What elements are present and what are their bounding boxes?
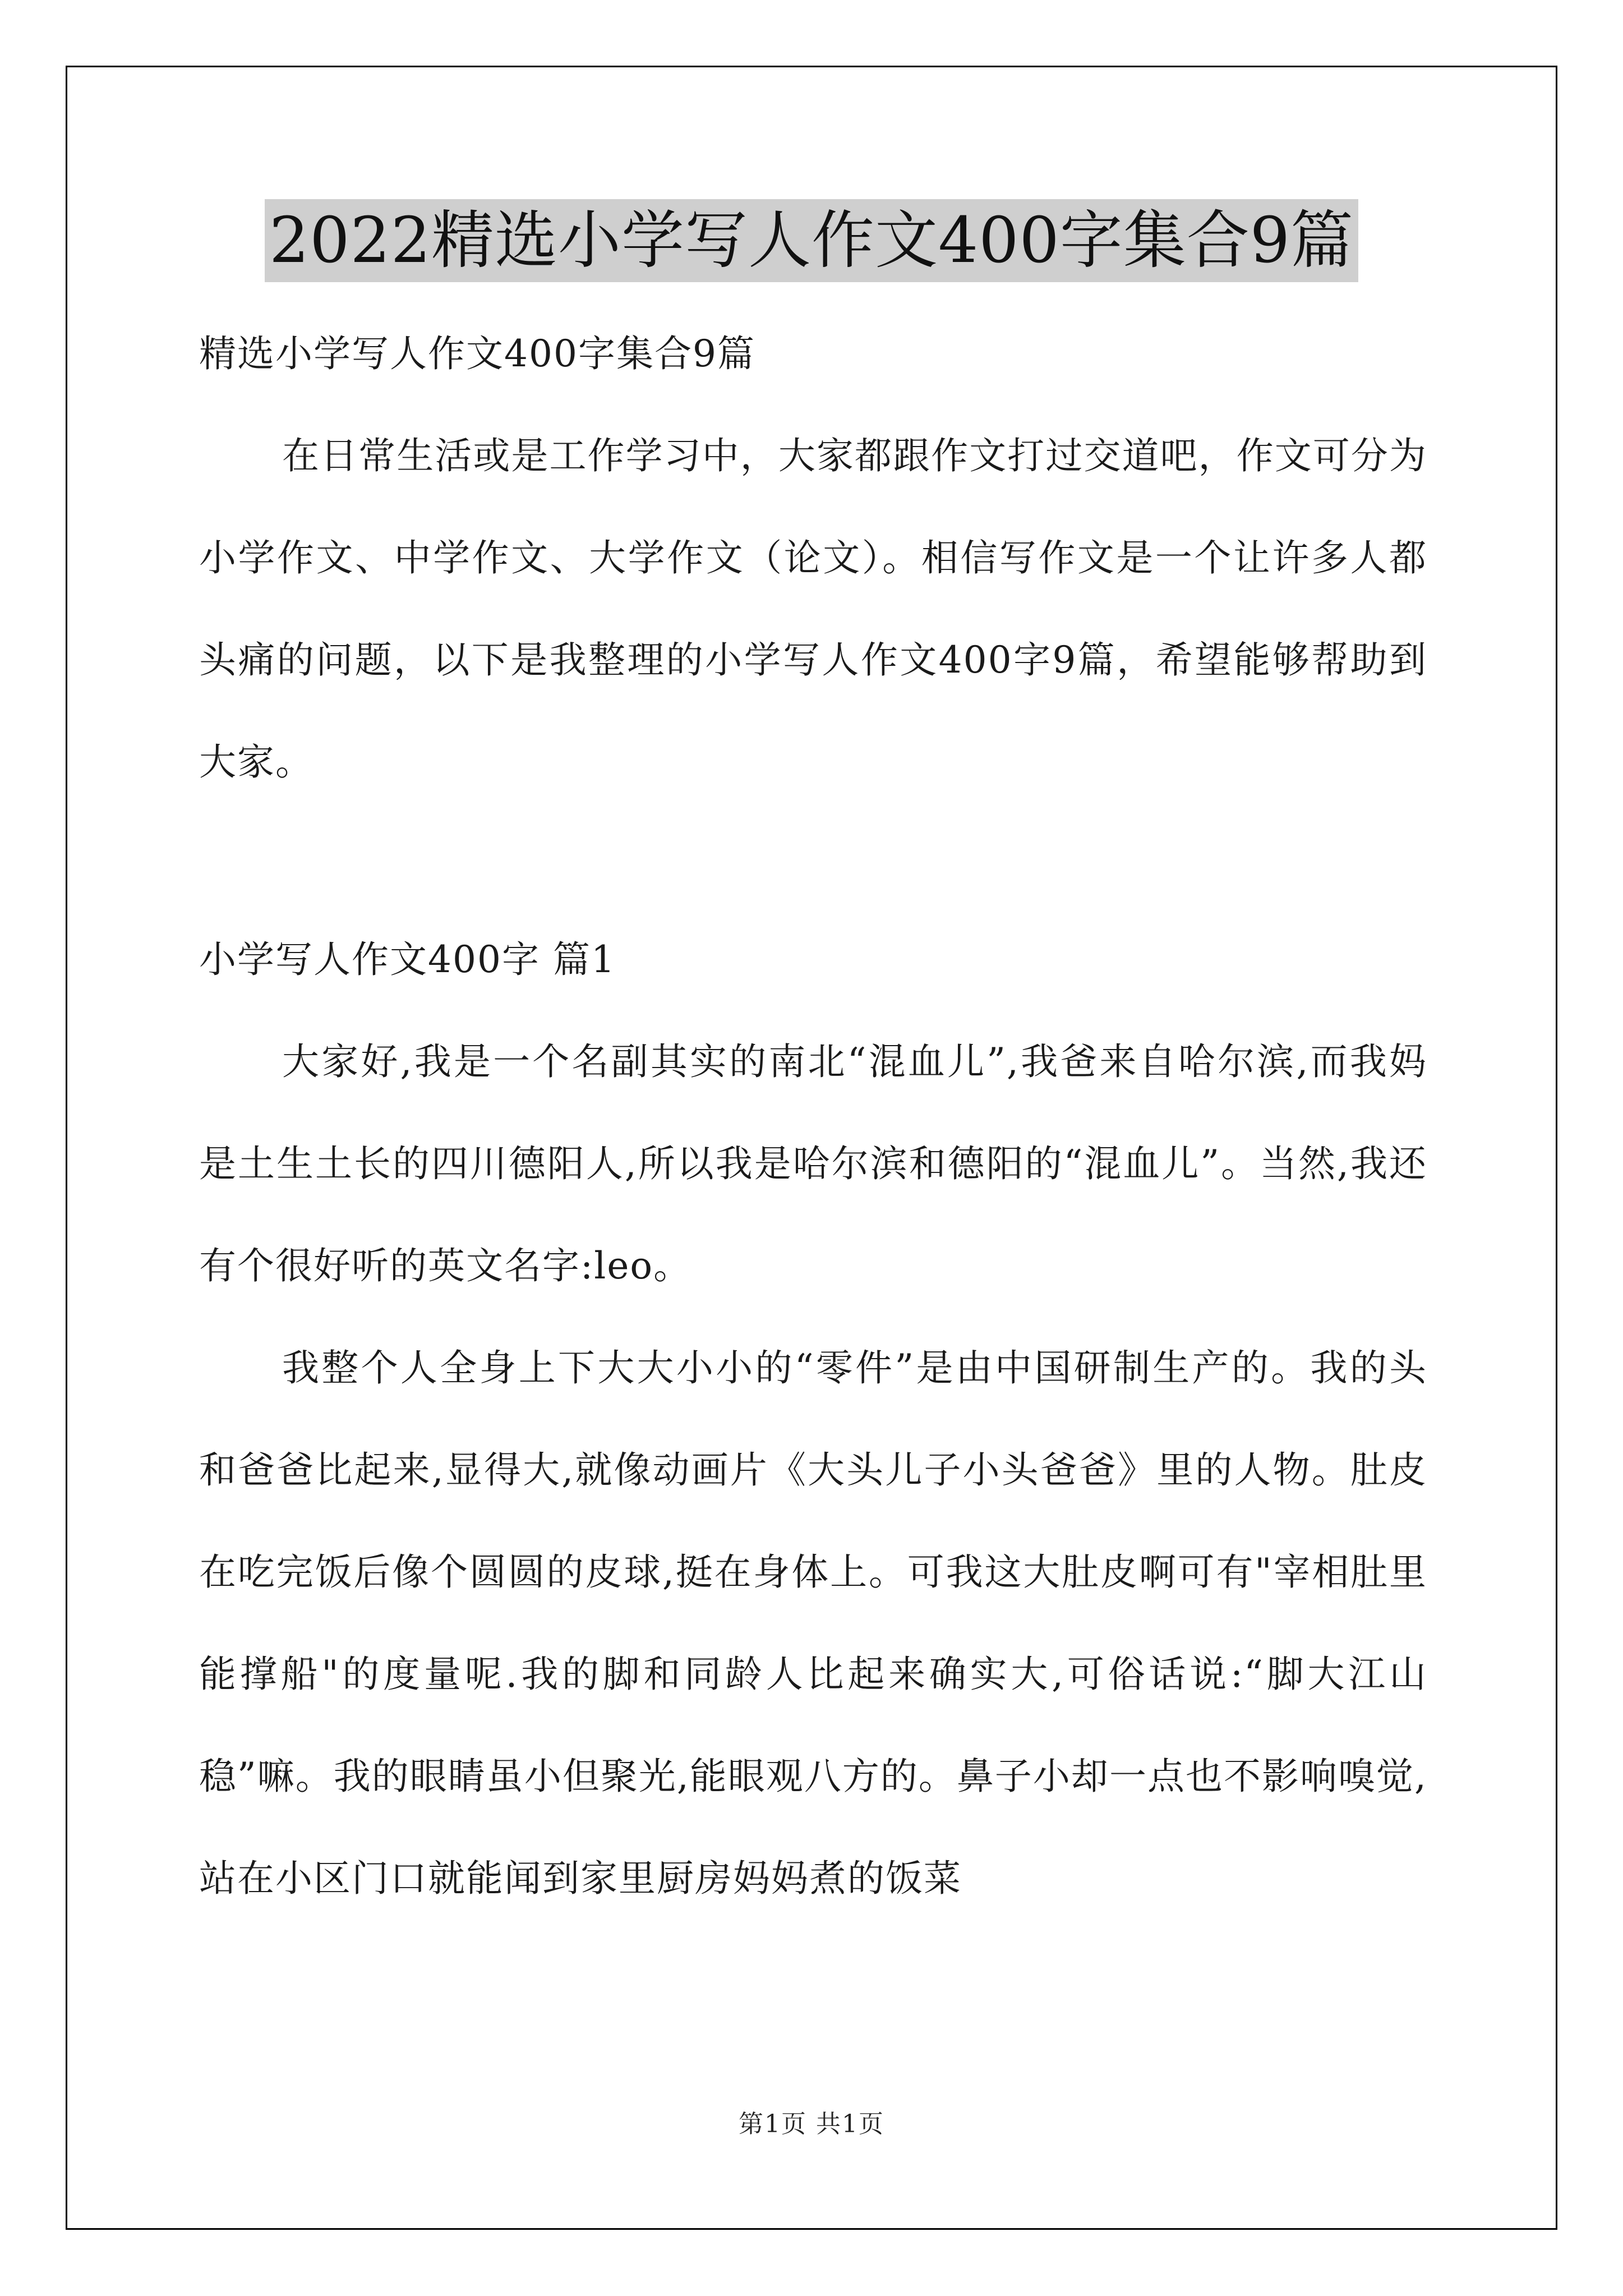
document-body (199, 303, 1427, 1930)
document-subtitle: 精选小学写人作文400字集合9篇 (199, 332, 755, 375)
section-gap (199, 813, 1427, 909)
intro-paragraph: 在日常生活或是工作学习中，大家都跟作文打过交道吧，作文可分为小学作文、中学作文、大学作文（论文）。相信写作文是一个让许多人都头痛的问题，以下是我整理的小学写人作文400字9篇，希望能够帮助到大家。 (199, 434, 1427, 784)
page-footer: 第1页 共1页 (739, 2110, 884, 2138)
title-container (0, 199, 1623, 282)
body-paragraph-2: 我整个人全身上下大大小小的“零件”是由中国研制生产的。我的头和爸爸比起来,显得大,就像动画片《大头儿子小头爸爸》里的人物。肚皮在吃完饭后像个圆圆的皮球,挺在身体上。可我这大肚皮啊可有"宰相肚里能撑船"的度量呢.我的脚和同龄人比起来确实大,可俗话说:“脚大江山稳”嘛。我的眼睛虽小但聚光,能眼观八方的。鼻子小却一点也不影响嗅觉,站在小区门口就能闻到家里厨房妈妈煮的饭菜 (199, 1346, 1427, 1900)
document-title: 2022精选小学写人作文400字集合9篇 (265, 199, 1358, 282)
body-paragraph-1: 大家好,我是一个名副其实的南北“混血儿”,我爸来自哈尔滨,而我妈是土生土长的四川德阳人,所以我是哈尔滨和德阳的“混血儿”。当然,我还有个很好听的英文名字:leo。 (199, 1040, 1427, 1287)
section-heading: 小学写人作文400字 篇1 (199, 938, 616, 981)
